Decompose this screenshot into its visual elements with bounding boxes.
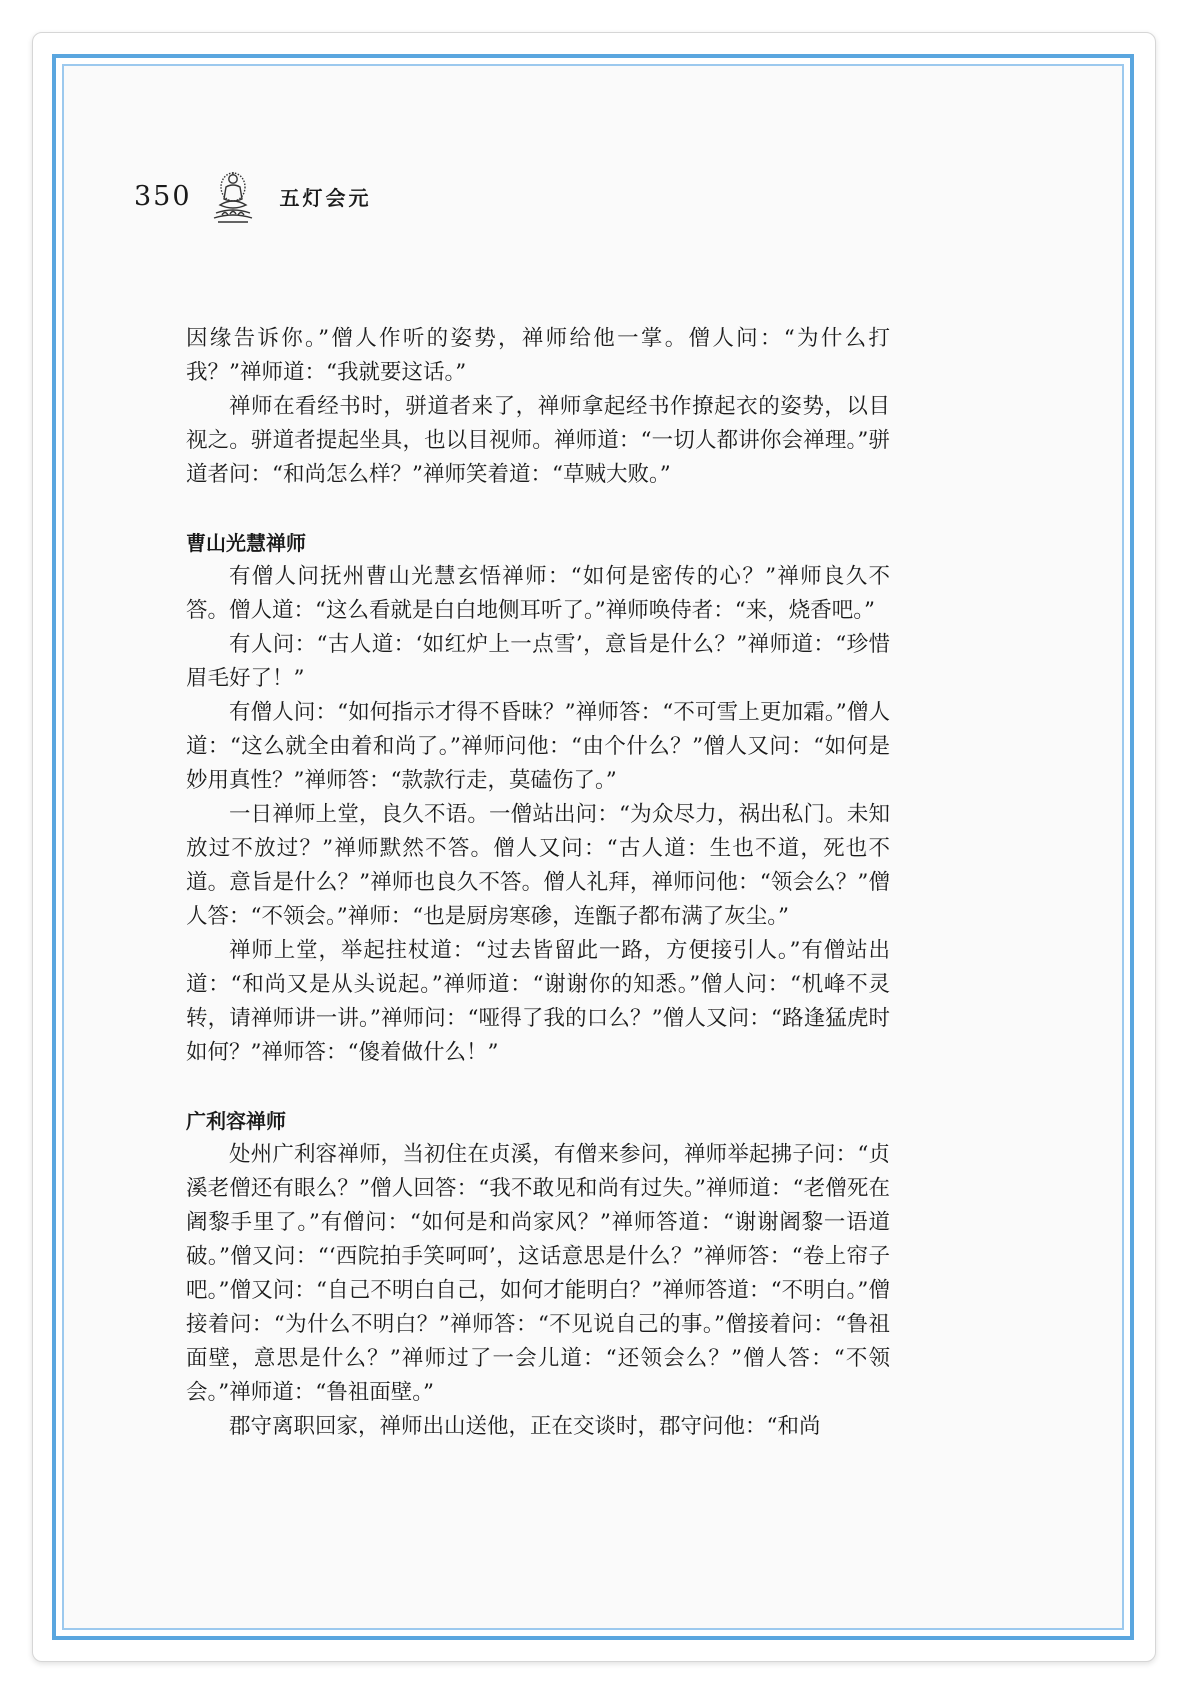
paragraph: 有僧人问：“如何指示才得不昏昧？”禅师答：“不可雪上更加霜。”僧人道：“这么就全由着和尚了。”禅师问他：“由个什么？”僧人又问：“如何是妙用真性？”禅师答：“款款行走，莫磕伤了。”: [186, 700, 890, 793]
paragraph: 禅师上堂，举起拄杖道：“过去皆留此一路，方便接引人。”有僧站出道：“和尚又是从头说起。”禅师道：“谢谢你的知悉。”僧人问：“机峰不灵转，请禅师讲一讲。”禅师问：“哑得了我的口么？”僧人又问：“路逢猛虎时如何？”禅师答：“傻着做什么！”: [186, 938, 890, 1065]
section-heading: 曹山光慧禅师: [186, 531, 306, 555]
section-heading: 广利容禅师: [186, 1109, 286, 1133]
paragraph: 因缘告诉你。”僧人作听的姿势，禅师给他一掌。僧人问：“为什么打我？”禅师道：“我就要这话。”: [186, 326, 890, 385]
paragraph: 有僧人问抚州曹山光慧玄悟禅师：“如何是密传的心？”禅师良久不答。僧人道：“这么看就是白白地侧耳听了。”禅师唤侍者：“来，烧香吧。”: [186, 564, 890, 623]
paragraph: 禅师在看经书时，骈道者来了，禅师拿起经书作撩起衣的姿势，以目视之。骈道者提起坐具，也以目视师。禅师道：“一切人都讲你会禅理。”骈道者问：“和尚怎么样？”禅师笑着道：“草贼大败。”: [186, 394, 890, 487]
body-text: [186, 322, 890, 1444]
running-head: [134, 160, 372, 232]
paragraph: 有人问：“古人道：‘如红炉上一点雪’，意旨是什么？”禅师道：“珍惜眉毛好了！”: [186, 632, 890, 691]
paragraph: 一日禅师上堂，良久不语。一僧站出问：“为众尽力，祸出私门。未知放过不放过？”禅师默然不答。僧人又问：“古人道：生也不道，死也不道。意旨是什么？”禅师也良久不答。僧人礼拜，禅师问他：“领会么？”僧人答：“不领会。”禅师：“也是厨房寒碜，连甑子都布满了灰尘。”: [186, 802, 890, 929]
book-title: 五灯会元: [279, 185, 372, 210]
paragraph: 处州广利容禅师，当初住在贞溪，有僧来参问，禅师举起拂子问：“贞溪老僧还有眼么？”僧人回答：“我不敢见和尚有过失。”禅师道：“老僧死在阇黎手里了。”有僧问：“如何是和尚家风？”禅师答道：“谢谢阇黎一语道破。”僧又问：“‘西院拍手笑呵呵’，这话意思是什么？”禅师答：“卷上帘子吧。”僧又问：“自己不明白自己，如何才能明白？”禅师答道：“不明白。”僧接着问：“为什么不明白？”禅师答：“不见说自己的事。”僧接着问：“鲁祖面壁，意思是什么？”禅师过了一会儿道：“还领会么？”僧人答：“不领会。”禅师道：“鲁祖面壁。”: [186, 1142, 890, 1405]
paragraph: 郡守离职回家，禅师出山送他，正在交谈时，郡守问他：“和尚: [229, 1414, 821, 1439]
buddha-icon: [208, 167, 258, 225]
page-number: 350: [134, 180, 192, 212]
